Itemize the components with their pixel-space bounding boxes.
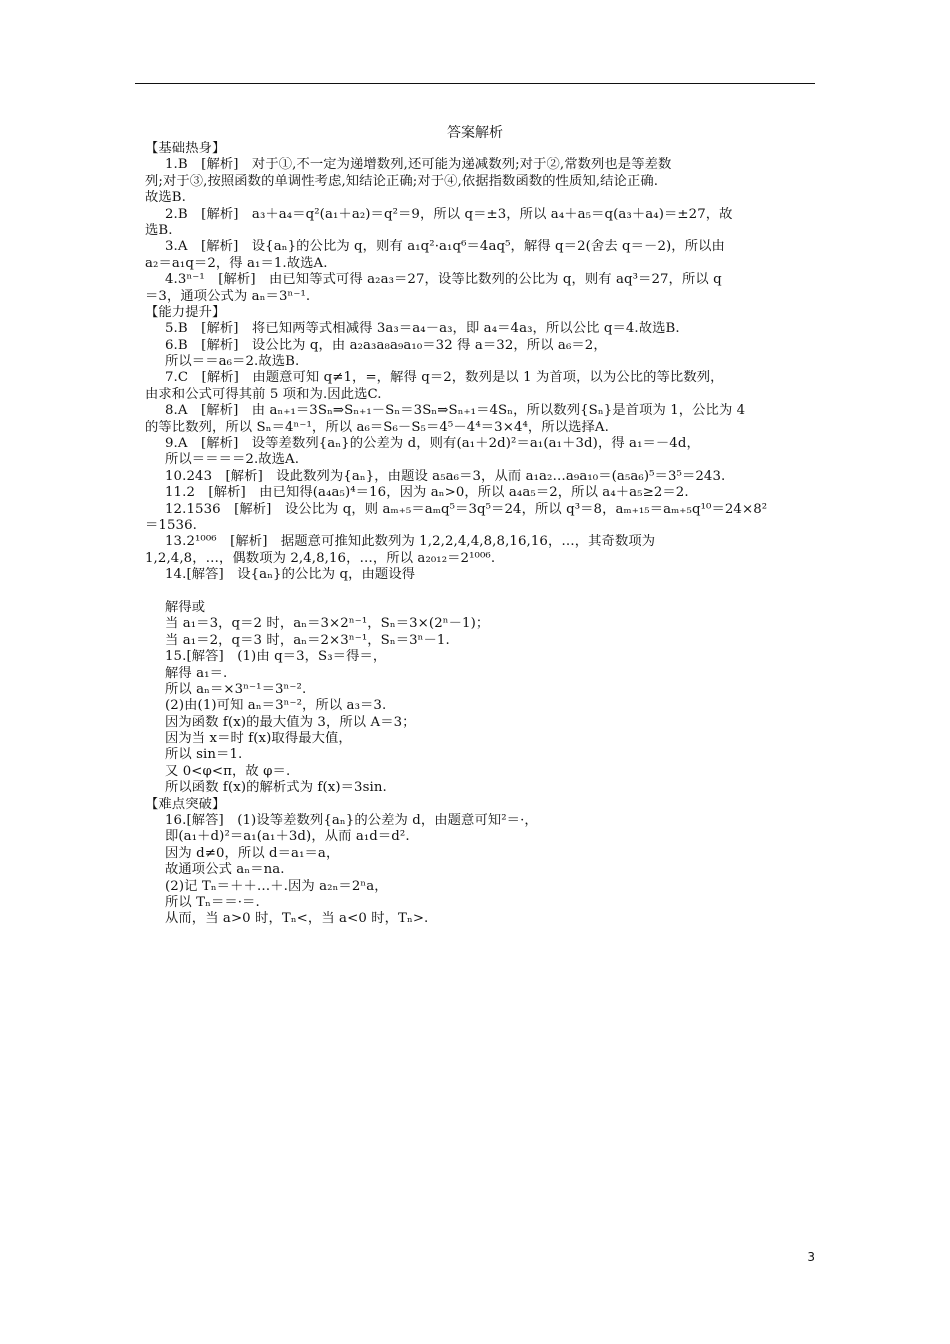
text-line: 11.2 [解析] 由已知得(a₄a₅)⁴＝16，因为 aₙ>0，所以 a₄a₅＝2，所以 a₄＋a₅≥2＝2.	[165, 485, 689, 501]
text-line: 2.B [解析] a₃＋a₄＝q²(a₁＋a₂)＝q²＝9，所以 q＝±3，所以 a₄＋a₅＝q(a₃＋a₄)＝±27，故	[165, 206, 733, 222]
text-line: 15.[解答] (1)由 q＝3，S₃＝得＝，	[165, 649, 387, 665]
text-line: 的等比数列，所以 Sₙ＝4ⁿ⁻¹，所以 a₆＝S₆－S₅＝4⁵－4⁴＝3×4⁴，所以选择A.	[145, 419, 609, 435]
text-line: 12.1536 [解析] 设公比为 q，则 aₘ₊₅＝aₘq⁵＝3q⁵＝24，所以 q³＝8，aₘ₊₁₅＝aₘ₊₅q¹⁰＝24×8²	[165, 501, 768, 517]
text-line: 所以 sin＝1.	[165, 747, 243, 763]
text-line: 13.2¹⁰⁰⁶ [解析] 据题意可推知此数列为 1,2,2,4,4,8,8,16,16，…，其奇数项为	[165, 534, 656, 550]
text-line: ＝1536.	[145, 517, 197, 533]
text-line: 当 a₁＝3，q＝2 时，aₙ＝3×2ⁿ⁻¹，Sₙ＝3×(2ⁿ－1)；	[165, 616, 490, 632]
text-line: (2)由(1)可知 aₙ＝3ⁿ⁻²，所以 a₃＝3.	[165, 698, 387, 714]
text-line: 【能力提升】	[145, 304, 226, 320]
page-title: 答案解析	[447, 125, 503, 141]
text-line: 故通项公式 aₙ＝na.	[165, 862, 285, 878]
text-line: 所以 aₙ＝×3ⁿ⁻¹＝3ⁿ⁻².	[165, 681, 307, 697]
text-line: (2)记 Tₙ＝＋＋…＋.因为 a₂ₙ＝2ⁿa，	[165, 878, 388, 894]
text-line: 解得 a₁＝.	[165, 665, 228, 681]
text-line: 3.A [解析] 设{aₙ}的公比为 q，则有 a₁q²·a₁q⁶＝4aq⁵，解得 q＝2(舍去 q＝－2)，所以由	[165, 239, 725, 255]
text-line: 因为当 x＝时 f(x)取得最大值，	[165, 731, 352, 747]
text-line: 因为函数 f(x)的最大值为 3，所以 A＝3；	[165, 714, 416, 730]
text-line: 即(a₁＋d)²＝a₁(a₁＋3d)，从而 a₁d＝d².	[165, 829, 410, 845]
text-line: 解得或	[165, 599, 206, 615]
text-line: ＝3，通项公式为 aₙ＝3ⁿ⁻¹.	[145, 288, 311, 304]
text-line: 所以＝＝a₆＝2.故选B.	[165, 354, 300, 370]
text-line: 5.B [解析] 将已知两等式相减得 3a₃＝a₄－a₃，即 a₄＝4a₃，所以公比 q＝4.故选B.	[165, 321, 680, 337]
text-line: 所以＝＝＝＝2.故选A.	[165, 452, 300, 468]
text-line: 因为 d≠0，所以 d＝a₁＝a，	[165, 845, 340, 861]
text-line: 由求和公式可得其前 5 项和为.因此选C.	[145, 386, 382, 402]
text-line: 14.[解答] 设{aₙ}的公比为 q，由题设得	[165, 567, 416, 583]
text-line: 【基础热身】	[145, 141, 226, 156]
header-rule	[135, 83, 815, 84]
text-line: 6.B [解析] 设公比为 q，由 a₂a₃a₈a₉a₁₀＝32 得 a＝32，所以 a₆＝2，	[165, 337, 607, 353]
text-line: 7.C [解析] 由题意可知 q≠1，=，解得 q＝2，数列是以 1 为首项，以为公比的等比数列，	[165, 370, 724, 386]
text-line: 又 0<φ<π，故 φ＝.	[165, 763, 291, 779]
text-line: 所以 Tₙ＝＝·＝.	[165, 894, 260, 910]
page-number: 3	[807, 1250, 815, 1264]
text-line: 从而，当 a>0 时，Tₙ<，当 a<0 时，Tₙ>.	[165, 911, 429, 927]
text-line: 10.243 [解析] 设此数列为{aₙ}，由题设 a₅a₆＝3，从而 a₁a₂…a₉a₁₀＝(a₅a₆)⁵＝3⁵＝243.	[165, 468, 726, 484]
text-line: 【难点突破】	[145, 796, 226, 812]
text-line: 故选B.	[145, 190, 186, 206]
text-line: 所以函数 f(x)的解析式为 f(x)＝3sin.	[165, 780, 387, 796]
text-line: 当 a₁＝2，q＝3 时，aₙ＝2×3ⁿ⁻¹，Sₙ＝3ⁿ－1.	[165, 632, 450, 648]
text-line: 16.[解答] (1)设等差数列{aₙ}的公差为 d，由题意可知²＝·，	[165, 813, 538, 829]
text-line: 4.3ⁿ⁻¹ [解析] 由已知等式可得 a₂a₃＝27，设等比数列的公比为 q，则有 aq³＝27，所以 q	[165, 272, 722, 288]
blank-line	[145, 584, 817, 600]
text-line: 9.A [解析] 设等差数列{aₙ}的公差为 d，则有(a₁＋2d)²＝a₁(a₁＋3d)，得 a₁＝－4d，	[165, 436, 700, 452]
text-line: a₂＝a₁q＝2，得 a₁＝1.故选A.	[145, 255, 328, 271]
text-line: 1,2,4,8，…，偶数项为 2,4,8,16，…，所以 a₂₀₁₂＝2¹⁰⁰⁶.	[145, 550, 496, 566]
text-line: 8.A [解析] 由 aₙ₊₁＝3Sₙ⇒Sₙ₊₁－Sₙ＝3Sₙ⇒Sₙ₊₁＝4Sₙ，所以数列{Sₙ}是首项为 1，公比为 4	[165, 403, 746, 419]
text-line: 选B.	[145, 222, 173, 238]
text-line: 1.B [解析] 对于①,不一定为递增数列,还可能为递减数列;对于②,常数列也是等差数	[165, 157, 672, 173]
text-line: 列;对于③,按照函数的单调性考虑,知结论正确;对于④,依据指数函数的性质知,结论正确.	[145, 173, 659, 189]
answer-body	[145, 141, 817, 928]
